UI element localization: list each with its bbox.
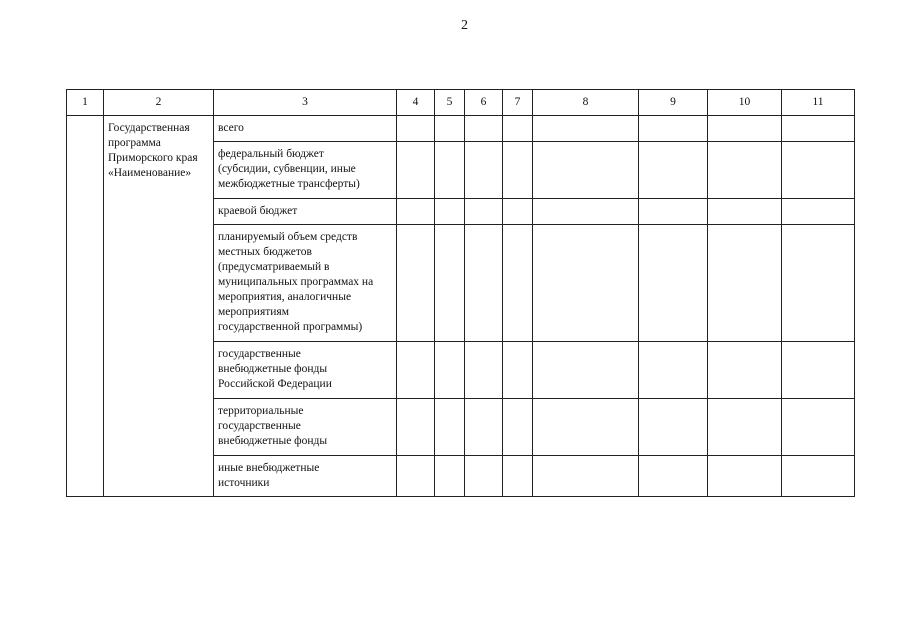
empty-cell [397,225,435,342]
empty-cell [782,456,855,497]
funding-source-cell [214,199,397,225]
empty-cell [435,399,465,456]
budget-table [66,89,855,497]
row-number-cell [67,116,104,497]
empty-cell [782,342,855,399]
empty-cell [465,342,503,399]
empty-cell [465,399,503,456]
funding-source-label: иные внебюджетные источники [218,462,320,489]
empty-cell [782,142,855,199]
empty-cell [435,199,465,225]
empty-cell [533,399,639,456]
funding-source-label: краевой бюджет [218,205,298,217]
empty-cell [639,142,708,199]
empty-cell [708,456,782,497]
empty-cell [708,342,782,399]
empty-cell [533,116,639,142]
empty-cell [708,399,782,456]
empty-cell [397,199,435,225]
empty-cell [639,456,708,497]
empty-cell [465,225,503,342]
column-header-9: 9 [639,90,708,116]
empty-cell [639,342,708,399]
column-header-6: 6 [465,90,503,116]
program-name-cell [104,116,214,497]
funding-source-cell [214,142,397,199]
column-header-4: 4 [397,90,435,116]
empty-cell [639,199,708,225]
empty-cell [708,116,782,142]
table-row [67,116,855,142]
empty-cell [782,199,855,225]
empty-cell [639,399,708,456]
empty-cell [465,199,503,225]
column-header-3: 3 [214,90,397,116]
empty-cell [782,116,855,142]
header-row [67,90,855,116]
empty-cell [533,456,639,497]
empty-cell [435,225,465,342]
empty-cell [465,456,503,497]
empty-cell [397,116,435,142]
empty-cell [533,342,639,399]
empty-cell [782,399,855,456]
funding-source-label: государственные внебюджетные фонды Российской Федерации [218,348,332,390]
column-header-10: 10 [708,90,782,116]
funding-source-label: планируемый объем средств местных бюджетов (предусматриваемый в муниципальных программах на мероприятия, аналогичные мероприятиям государственной программы) [218,231,374,333]
empty-cell [465,116,503,142]
funding-source-cell [214,342,397,399]
empty-cell [397,399,435,456]
funding-source-cell [214,116,397,142]
funding-source-label: территориальные государственные внебюджетные фонды [218,405,328,447]
empty-cell [435,456,465,497]
funding-source-cell [214,399,397,456]
column-header-1: 1 [67,90,104,116]
empty-cell [708,199,782,225]
funding-source-cell [214,456,397,497]
empty-cell [397,456,435,497]
column-header-8: 8 [533,90,639,116]
empty-cell [503,456,533,497]
funding-source-cell [214,225,397,342]
empty-cell [503,225,533,342]
empty-cell [503,199,533,225]
empty-cell [435,342,465,399]
empty-cell [533,142,639,199]
column-header-7: 7 [503,90,533,116]
program-name: Государственная программа Приморского края «Наименование» [108,122,198,179]
empty-cell [465,142,503,199]
empty-cell [503,142,533,199]
column-header-11: 11 [782,90,855,116]
empty-cell [533,225,639,342]
empty-cell [782,225,855,342]
empty-cell [503,116,533,142]
empty-cell [435,116,465,142]
empty-cell [639,116,708,142]
empty-cell [533,199,639,225]
empty-cell [503,342,533,399]
column-header-2: 2 [104,90,214,116]
funding-source-label: федеральный бюджет (субсидии, субвенции, иные межбюджетные трансферты) [218,148,360,190]
empty-cell [503,399,533,456]
empty-cell [708,225,782,342]
empty-cell [397,142,435,199]
column-header-5: 5 [435,90,465,116]
empty-cell [397,342,435,399]
page-number: 2 [461,18,468,33]
funding-source-label: всего [218,122,244,134]
empty-cell [708,142,782,199]
empty-cell [435,142,465,199]
empty-cell [639,225,708,342]
